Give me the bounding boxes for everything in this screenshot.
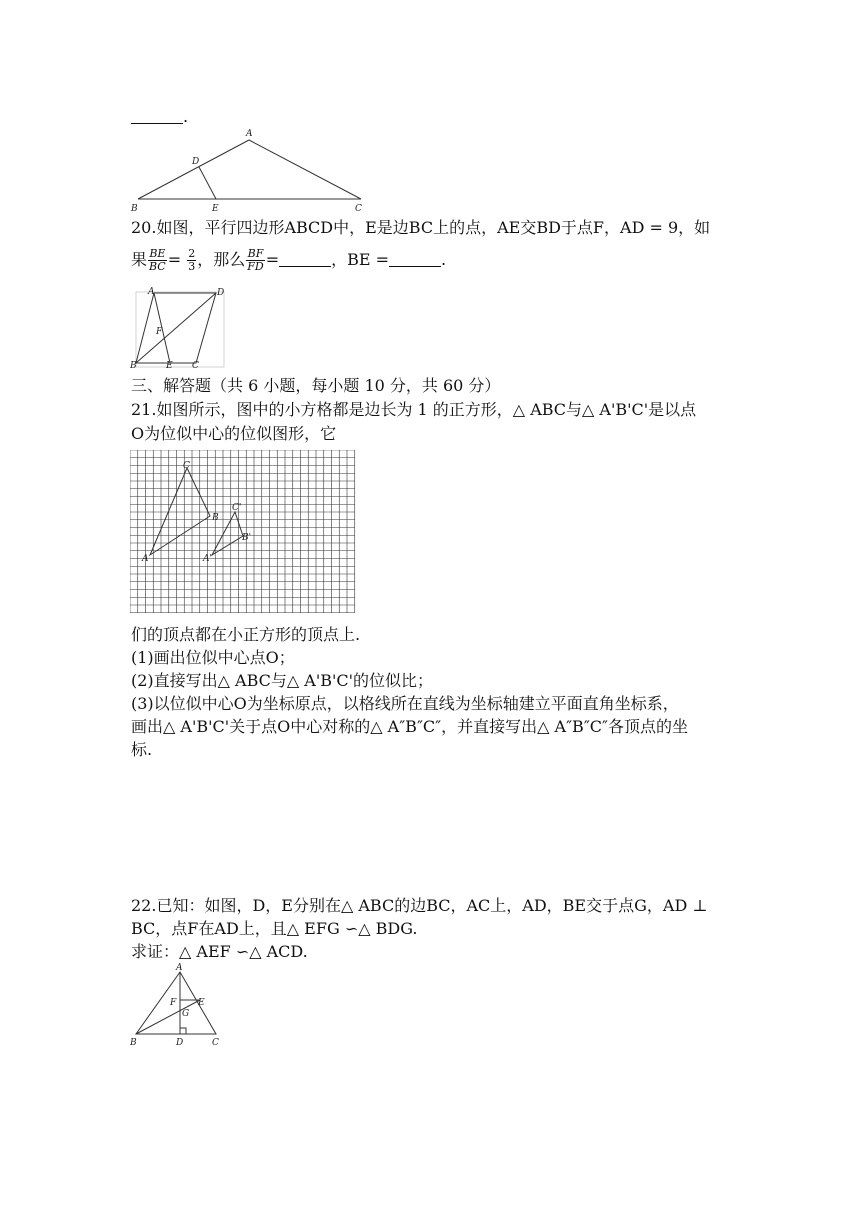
q20-frac-be-bc: $\frac{BE}{BC}$	[149, 247, 166, 273]
q21-line-5: (2)直接写出△ ABC与△ A'B'C'的位似比；	[131, 671, 434, 690]
q19-label-d: D	[192, 157, 200, 167]
q20-label-f: F	[156, 327, 163, 337]
q21-line-8: 标.	[131, 740, 153, 759]
q21-label-a: A	[142, 554, 149, 564]
q20-line-1: 20.如图，平行四边形ABCD中，E是边BC上的点，AE交BD于点F，AD = 9，如	[131, 218, 711, 237]
q22-right-angle-mark	[180, 1028, 186, 1034]
q22-line-1: 22.已知：如图，D，E分别在△ ABC的边BC，AC上，AD，BE交于点G，AD ⊥	[131, 896, 708, 915]
q20-answer-blank-2	[389, 252, 441, 267]
q19-segment-de	[199, 167, 216, 199]
q21-label-c: C	[183, 461, 190, 471]
q20-label-e: E	[166, 361, 173, 371]
q20-parallelogram-figure	[128, 284, 228, 372]
q21-label-b: B	[212, 513, 219, 523]
q22-label-c: C	[212, 1038, 219, 1048]
q21-label-b-prime: B'	[242, 533, 252, 543]
q22-label-a: A	[176, 963, 183, 973]
q21-grid-lines	[130, 450, 355, 613]
q20-label-c: C	[192, 361, 199, 371]
q19-label-a: A	[246, 129, 253, 139]
q20-answer-blank-1	[279, 252, 331, 267]
q21-line-4: (1)画出位似中心点O；	[131, 648, 295, 667]
q19-answer-line	[131, 106, 188, 128]
q21-line-6: (3)以位似中心O为坐标原点，以格线所在直线为坐标轴建立平面直角坐标系，	[131, 694, 679, 713]
q20-label-b: B	[130, 361, 137, 371]
q22-label-f: F	[170, 998, 177, 1008]
q21-label-c-prime: C'	[232, 503, 242, 513]
q22-triangle-figure	[126, 960, 226, 1050]
q22-label-e: E	[198, 998, 205, 1008]
section-3-heading: 三、解答题（共 6 小题，每小题 10 分，共 60 分）	[131, 376, 501, 395]
q22-line-3: 求证：△ AEF ∽△ ACD.	[131, 942, 308, 961]
q20-label-a: A	[148, 287, 155, 297]
q21-line-1: 21.如图所示，图中的小方格都是边长为 1 的正方形，△ ABC与△ A'B'C'是以点	[131, 400, 697, 419]
q20-frac-bf-fd: $\frac{BF}{FD}$	[247, 247, 264, 273]
q19-label-b: B	[131, 204, 138, 214]
q21-line-2: O为位似中心的位似图形，它	[131, 424, 337, 443]
q22-label-d: D	[176, 1038, 184, 1048]
q20-label-d: D	[217, 288, 225, 298]
q19-side-ba	[138, 140, 249, 199]
q21-grid-figure	[130, 450, 356, 614]
q19-side-ac	[249, 140, 361, 199]
q20-diagonal-bd	[136, 293, 216, 363]
q20-frac-two-thirds: $\frac{2}{3}$	[188, 247, 196, 273]
q19-triangle-figure	[126, 126, 376, 214]
q19-answer-blank	[131, 109, 183, 124]
q21-line-3: 们的顶点都在小正方形的顶点上.	[131, 625, 361, 644]
q22-label-b: B	[130, 1038, 137, 1048]
q19-tail: .	[183, 107, 189, 126]
q20-line-2: 果 $\frac{BE}{BC}$ = $\frac{2}{3}$ ，那么 $\frac{BF}{FD}$ = ，BE = .	[131, 247, 447, 273]
q21-label-a-prime: A'	[203, 554, 212, 564]
q22-label-g: G	[182, 1009, 190, 1019]
q20-frame	[136, 292, 224, 367]
q22-line-2: BC，点F在AD上，且△ EFG ∽△ BDG.	[131, 919, 418, 938]
q22-segment-be	[136, 1000, 200, 1034]
q19-label-c: C	[355, 204, 362, 214]
q19-label-e: E	[212, 204, 219, 214]
q21-line-7: 画出△ A'B'C'关于点O中心对称的△ A″B″C″，并直接写出△ A″B″C″各顶点的坐	[131, 717, 689, 736]
